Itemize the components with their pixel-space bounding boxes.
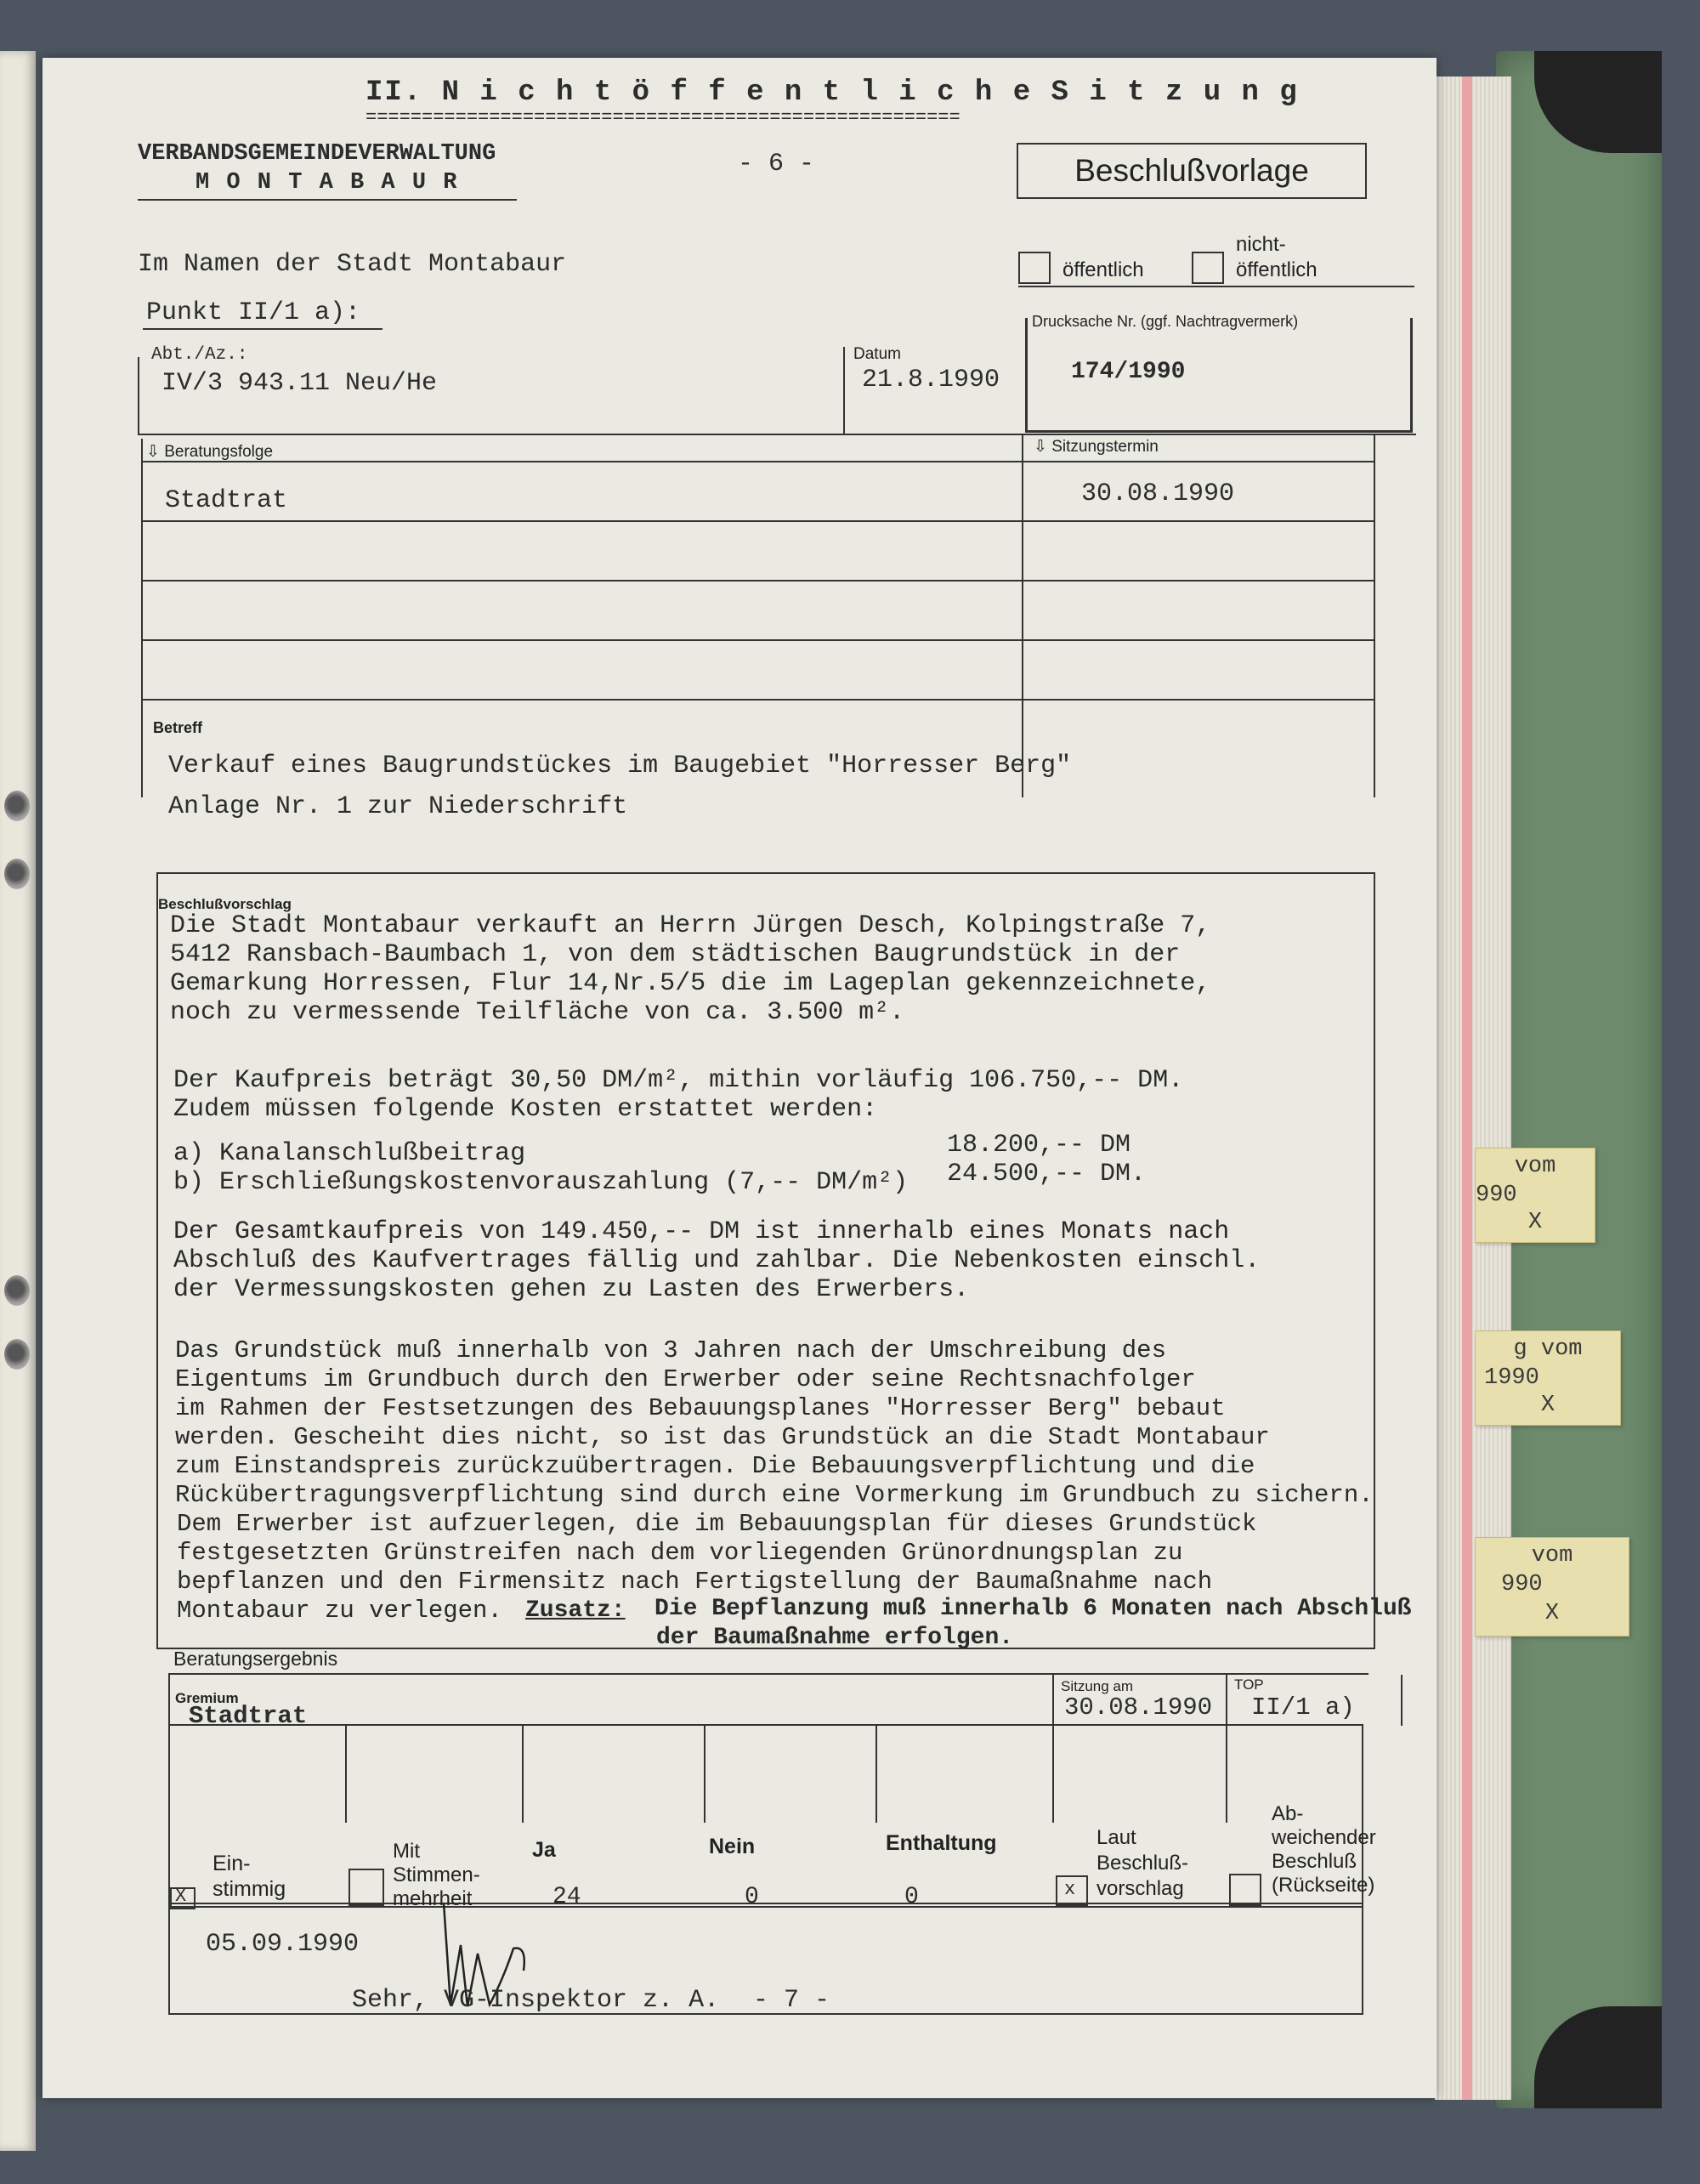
sitzung-label: Sitzung am [1061,1678,1134,1694]
zusatz-text-1: Die Bepflanzung muß innerhalb 6 Monaten nach Abschluß [654,1596,1412,1622]
gremium-label: Gremium [175,1690,239,1706]
tab-text: X [1544,1601,1560,1626]
binder-corner-bottom [1534,2006,1662,2108]
rule [1226,1675,1227,1726]
nein-value: 0 [745,1884,759,1910]
page-number: - 6 - [738,150,815,179]
tab-text: X [1527,1210,1543,1235]
rule [522,1724,524,1823]
cost-a-label: a) Kanalanschlußbeitrag [173,1139,526,1168]
zusatz-label: Zusatz: [525,1597,626,1624]
binder-corner-top [1534,51,1662,153]
punch-hole [4,791,30,821]
zusatz-text-2: der Baumaßnahme erfolgen. [656,1625,1014,1651]
beratung-termin-1: 30.08.1990 [1081,479,1235,508]
betreff-label: Betreff [153,719,203,736]
rule [1374,435,1375,797]
rule [168,1903,1362,1904]
tab-text: vom [1514,1154,1556,1179]
cost-b-label: b) Erschließungskostenvorauszahlung (7,-- DM/m²) [173,1168,909,1197]
page-stack-edge [1435,77,1511,2100]
rule [1401,1675,1402,1726]
rule [1052,1675,1054,1726]
in-name-of: Im Namen der Stadt Montabaur [138,250,567,279]
rule [141,461,1375,462]
signature-line: Sehr, VG-Inspektor z. A. [352,1986,720,2015]
rule [1052,1724,1054,1823]
rule [138,357,139,435]
drucksache-label: Drucksache Nr. (ggf. Nachtragvermerk) [1032,313,1299,330]
tab-text: vom [1531,1543,1573,1569]
index-tab-3[interactable] [1475,1537,1629,1637]
tab-text: X [1540,1393,1556,1418]
tab-text: 990 [1476,1183,1517,1208]
abt-value: IV/3 943.11 Neu/He [162,369,438,398]
einstimmig-mark: X [175,1886,187,1907]
punkt-underline [143,328,382,330]
sitzung-value: 30.08.1990 [1064,1693,1213,1722]
mehrheit-checkbox[interactable] [348,1869,384,1906]
vorschlag-para-2: Der Kaufpreis beträgt 30,50 DM/m², mithin vorläufig 106.750,-- DM. Zudem müssen folgende Kosten erstattet werden: [173,1066,1184,1124]
mit-label-2: Stimmen- [393,1863,480,1886]
nonpublic-label-1: nicht- [1236,233,1286,256]
rule [141,580,1375,581]
mit-label-3: mehrheit [393,1887,473,1910]
rule [345,1724,347,1823]
rule [704,1724,706,1823]
top-value: II/1 a) [1251,1693,1355,1722]
abt-label: Abt./Az.: [151,345,248,365]
nonpublic-label-2: öffentlich [1236,258,1318,281]
rule [168,1673,1368,1675]
cost-a-value: 18.200,-- DM [947,1131,1131,1160]
rule [141,699,1375,701]
rule [168,1906,1362,1908]
punkt: Punkt II/1 a): [146,298,361,327]
vorschlag-para-5: Dem Erwerber ist aufzuerlegen, die im Bebauungsplan für dieses Grundstück festgesetzten Grünstreifen nach dem vorliegenden Grünordnungsplan zu bepflanzen und den Firmensitz nach Fertigstellung der Baumaßnahme nach Montabaur zu verlegen. [177,1510,1257,1625]
sitzungstermin-label: ⇩ Sitzungstermin [1034,438,1159,456]
nein-label: Nein [709,1835,756,1858]
top-label: TOP [1234,1676,1264,1693]
datum-value: 21.8.1990 [862,366,1000,394]
enthaltung-value: 0 [904,1884,919,1910]
abw-label-1: Ab- [1272,1802,1304,1825]
rule [141,439,143,797]
binder-cover [1496,51,1662,2108]
abw-label-4: (Rückseite) [1272,1874,1375,1897]
rule [168,1675,170,1726]
rule [1226,1724,1227,1823]
org-name: VERBANDSGEMEINDEVERWALTUNG [138,141,496,167]
rule [1018,286,1207,287]
public-checkbox[interactable] [1018,252,1051,284]
laut-label-3: vorschlag [1096,1877,1184,1900]
document-page [42,58,1436,2098]
ja-value: 24 [552,1884,581,1910]
laut-label-1: Laut [1096,1826,1136,1849]
einstimmig-label-1: Ein- [212,1852,251,1875]
cost-b-value: 24.500,-- DM. [947,1160,1147,1188]
abw-label-2: weichender [1272,1826,1376,1849]
betreff-line-2: Anlage Nr. 1 zur Niederschrift [168,792,628,821]
index-tab-1[interactable] [1475,1148,1595,1243]
datum-label: Datum [853,345,901,363]
org-city: M O N T A B A U R [196,170,459,196]
session-title: II. N i c h t ö f f e n t l i c h e S i t z u n g [366,77,1299,109]
rule [1297,1724,1299,1726]
einstimmig-label-2: stimmig [212,1877,286,1901]
next-page: - 7 - [753,1986,830,2015]
beratung-gremium-1: Stadtrat [165,486,288,515]
punch-hole [4,859,30,889]
index-tab-2[interactable] [1475,1330,1621,1426]
vorschlag-para-1: Die Stadt Montabaur verkauft an Herrn Jürgen Desch, Kolpingstraße 7, 5412 Ransbach-Baumbach 1, von dem städtischen Baugrundstück in der Gemarkung Horressen, Flur 14,Nr.5/5 die im Lageplan gekennzeichnete, noch zu vermessende Teilfläche von ca. 3.500 m². [170,911,1211,1027]
rule [1192,286,1414,287]
drucksache-value: 174/1990 [1071,359,1186,385]
sitzungstermin-text: Sitzungstermin [1051,438,1159,456]
beratungsfolge-text: Beratungsfolge [164,443,274,461]
vorschlag-para-3: Der Gesamtkaufpreis von 149.450,-- DM ist innerhalb eines Monats nach Abschluß des Kaufvertrages fällig und zahlbar. Die Nebenkosten einschl. der Vermessungskosten gehen zu Lasten des Erwerbers. [173,1217,1261,1304]
punch-hole [4,1339,30,1370]
rule [876,1724,877,1823]
enthaltung-label: Enthaltung [886,1831,997,1855]
rule [141,520,1375,522]
vorschlag-label: Beschlußvorschlag [158,896,292,912]
left-page-edge [0,51,36,2151]
abweichend-checkbox[interactable] [1229,1874,1261,1906]
abw-label-3: Beschluß [1272,1850,1357,1873]
nonpublic-checkbox[interactable] [1192,252,1224,284]
doc-type-box [1017,143,1367,199]
rule [141,639,1375,641]
punch-hole [4,1275,30,1306]
public-label: öffentlich [1062,258,1144,281]
doc-type: Beschlußvorlage [1074,153,1309,188]
rule [138,434,1416,435]
tab-text: 1990 [1484,1365,1539,1391]
ergebnis-date: 05.09.1990 [206,1930,360,1959]
gremium-value: Stadtrat [189,1702,308,1730]
ergebnis-label: Beratungsergebnis [173,1648,338,1670]
rule [1022,435,1023,797]
rule [843,347,845,435]
betreff-line-1: Verkauf eines Baugrundstückes im Baugebiet "Horresser Berg" [168,752,1072,780]
laut-label-2: Beschluß- [1096,1852,1189,1875]
ja-label: Ja [532,1838,556,1862]
red-edge [1462,77,1472,2100]
vorschlag-para-4: Das Grundstück muß innerhalb von 3 Jahren nach der Umschreibung des Eigentums im Grundbuch durch den Erwerber oder seine Rechtsnachfolger im Rahmen der Festsetzungen des Bebauungsplanes "Horresser Berg" bebaut werden. Gescheiht dies nicht, so ist das Grundstück an die Stadt Montabaur zum Einstandspreis zurückzuübertragen. Die Bebauungsverpflichtung und die Rückübertragungsverpflichtung sind durch eine Vormerkung im Grundbuch zu sichern. [175,1336,1374,1509]
org-underline [138,199,517,201]
tab-text: 990 [1501,1572,1543,1597]
laut-mark: x [1064,1879,1076,1900]
beratungsfolge-label: ⇩ Beratungsfolge [146,443,274,461]
tab-text: g vom [1513,1336,1583,1362]
mit-label-1: Mit [393,1840,420,1863]
title-separator: ===================================================== [366,107,960,128]
